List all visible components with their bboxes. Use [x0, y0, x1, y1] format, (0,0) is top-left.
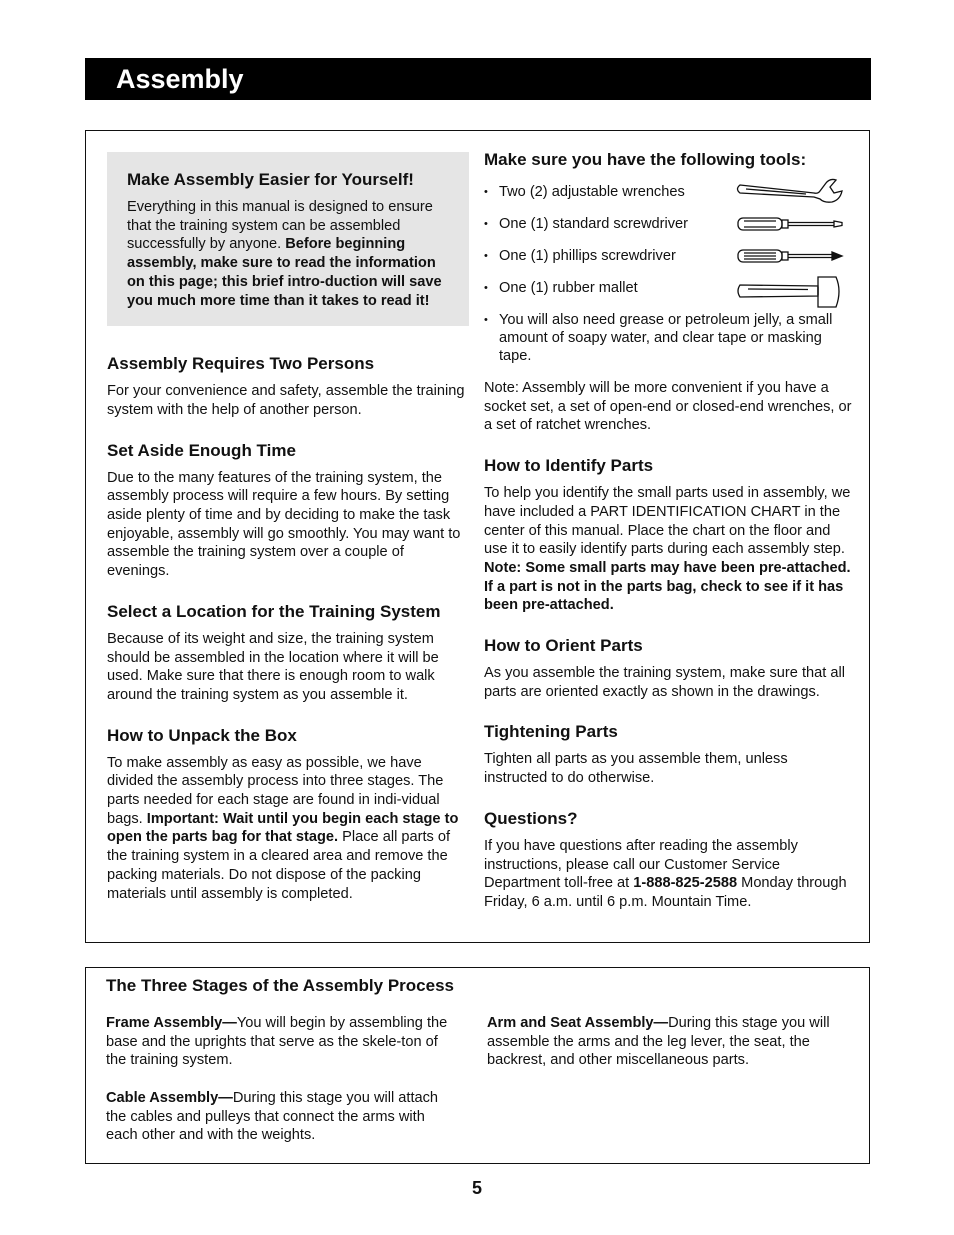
tool-item: • One (1) phillips screwdriver — [484, 247, 854, 279]
section-text: Tighten all parts as you assemble them, unless instructed to do otherwise. — [484, 751, 788, 787]
section-heading: How to Identify Parts — [484, 456, 654, 476]
section-text: As you assemble the training system, make sure that all parts are oriented exactly as shown in the drawings. — [484, 665, 845, 700]
section-heading: Set Aside Enough Time — [107, 440, 296, 460]
phillips-screwdriver-icon — [734, 239, 846, 273]
section-text: Due to the many features of the training system, the assembly process will require a few hours. By setting aside plenty of time and by deciding to make the task enjoyable, assembly will go smoothly. You may want to assemble the training system over a couple of evenings. — [107, 469, 461, 580]
intro-text: Everything in this manual is designed to ensure that the training system can be assembled successfully by anyone. Before beginning assembly, make sure to read the information on this page; this brief intro-duction will save you much more time than it takes to read it! — [127, 199, 442, 309]
right-column — [484, 148, 854, 931]
section-text: For your convenience and safety, assemble the training system with the help of another person. — [107, 383, 465, 418]
page-title: Assembly — [116, 64, 244, 94]
section-heading: Assembly Requires Two Persons — [107, 354, 375, 374]
intro-callout — [107, 152, 469, 326]
tool-item-extra: • You will also need grease or petroleum jelly, a small amount of soapy water, and clear tape or masking tape. — [484, 311, 854, 365]
left-column — [107, 152, 469, 922]
standard-screwdriver-icon — [734, 207, 846, 241]
tools-heading: Make sure you have the following tools: — [484, 150, 807, 169]
stage-frame: Frame Assembly—You will begin by assembling the base and the uprights that serve as the skele-ton of the training system. — [106, 1015, 448, 1069]
tool-item: • One (1) standard screwdriver — [484, 215, 854, 247]
section-tightening — [484, 720, 854, 787]
section-heading: How to Orient Parts — [484, 636, 643, 656]
stages-heading: The Three Stages of the Assembly Process — [106, 976, 454, 995]
section-text: Because of its weight and size, the training system should be assembled in the location where it will be used. Make sure that there is enough room to walk around the training system as you assemble it. — [107, 630, 439, 703]
section-heading: Tightening Parts — [484, 722, 618, 742]
section-time — [107, 439, 469, 581]
tool-item: • Two (2) adjustable wrenches — [484, 183, 854, 215]
tools-note: Note: Assembly will be more convenient if you have a socket set, a set of open-end or closed-end wrenches, or a set of ratchet wrenches. — [484, 380, 852, 434]
section-two-persons — [107, 352, 469, 419]
stage-arm-seat: Arm and Seat Assembly—During this stage you will assemble the arms and the leg lever, the seat, the backrest, and other miscellaneous parts. — [487, 1015, 830, 1069]
instructions-box — [85, 130, 870, 943]
stages-box — [85, 967, 870, 1164]
section-heading: How to Unpack the Box — [107, 725, 297, 745]
section-identify — [484, 454, 854, 615]
section-location — [107, 600, 469, 705]
section-questions — [484, 807, 854, 912]
phone-number: 1-888-825-2588 — [633, 875, 738, 892]
page-number: 5 — [471, 1178, 482, 1198]
section-heading: Select a Location for the Training System — [107, 601, 441, 621]
section-unpack — [107, 724, 469, 904]
section-heading: Questions? — [484, 808, 578, 828]
rubber-mallet-icon — [734, 271, 846, 311]
adjustable-wrench-icon — [734, 175, 846, 209]
tools-list — [484, 183, 854, 365]
stage-cable: Cable Assembly—During this stage you will attach the cables and pulleys that connect the arms with each other and with the weights. — [106, 1090, 439, 1144]
section-text: If you have questions after reading the assembly instructions, please call our Customer Service Department toll-free at 1-888-825-2588 Monday through Friday, 6 a.m. until 6 p.m. Mountain Time. — [484, 837, 847, 910]
section-orient — [484, 634, 854, 701]
section-text: To help you identify the small parts used in assembly, we have included a PART IDENTIFICATION CHART in the center of this manual. Place the chart on the floor and use it to easily identify parts during each assembly step. Note: Some small parts may have been pre-attached. If a part is not in the parts bag, check to see if it has been pre-attached. — [484, 485, 851, 614]
tool-item: • One (1) rubber mallet — [484, 279, 854, 311]
section-text: To make assembly as easy as possible, we have divided the assembly process into three stages. The parts needed for each stage are found in indi-vidual bags. Important: Wait until you begin each stage to open the parts bag for that stage. Place all parts of the training system in a cleared area and remove the packing materials. Do not dispose of the packing materials until assembly is completed. — [107, 754, 459, 902]
header-banner — [85, 58, 871, 100]
intro-heading: Make Assembly Easier for Yourself! — [127, 170, 414, 189]
